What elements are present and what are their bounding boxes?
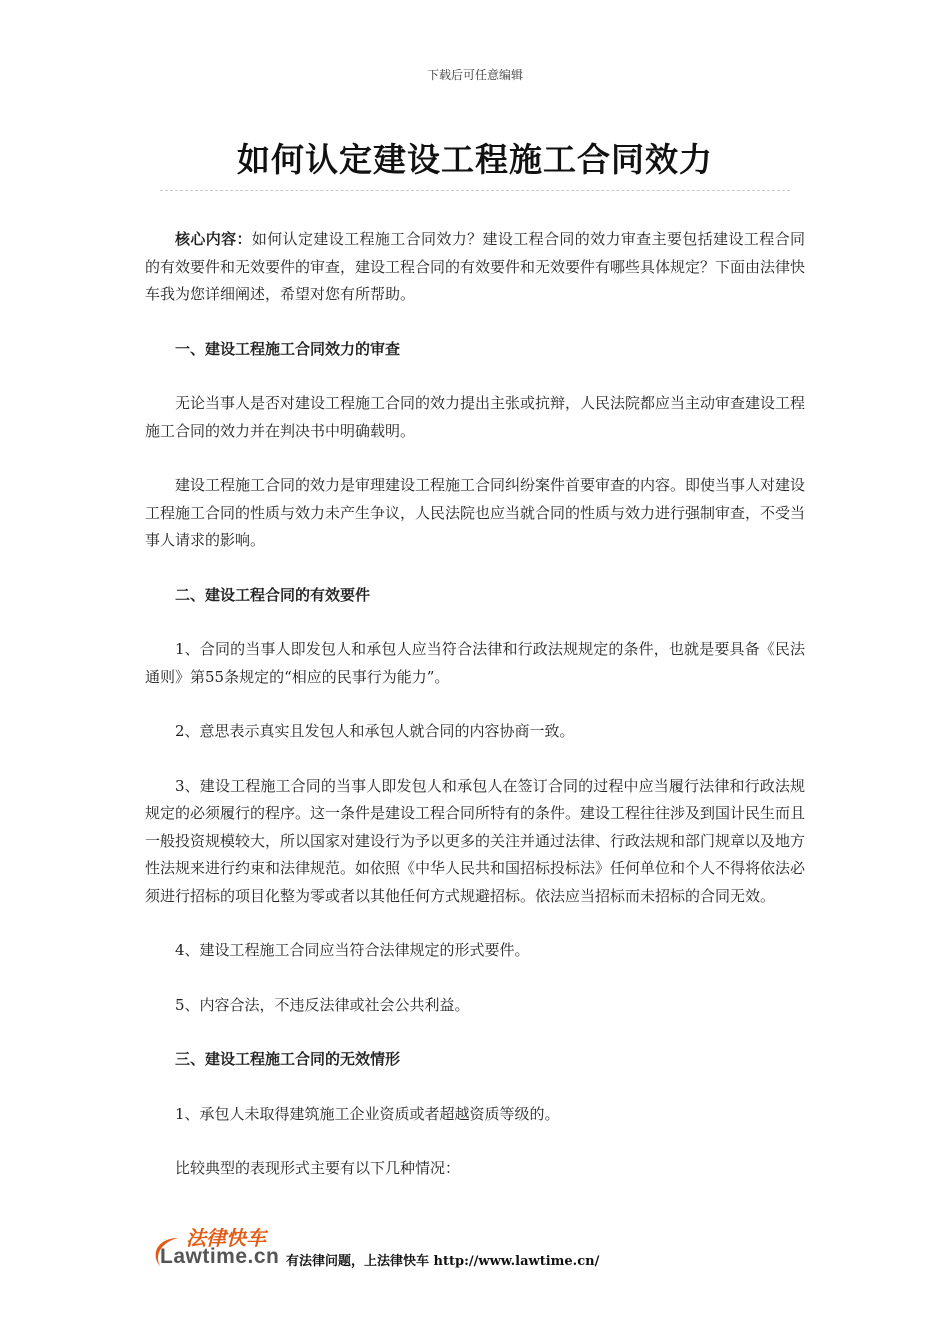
logo-chinese-text: 法律快车	[186, 1226, 266, 1250]
section-heading-1: 一、建设工程施工合同效力的审查	[175, 339, 401, 358]
paragraph-2: 建设工程施工合同的效力是审理建设工程施工合同纠纷案件首要审查的内容。即使当事人对建设工程施工合同的性质与效力未产生争议，人民法院也应当就合同的性质与效力进行强制审查，不受当事人请求的影响。	[145, 476, 806, 549]
section-heading-3: 三、建设工程施工合同的无效情形	[175, 1050, 401, 1068]
core-summary-text: 如何认定建设工程施工合同效力？建设工程合同的效力审查主要包括建设工程合同的有效要件和无效要件的审查，建设工程合同的有效要件和无效要件有哪些具体规定？下面由法律快车我为您详细阐述，希望对您有所帮助。	[145, 230, 806, 303]
core-summary-paragraph	[145, 226, 805, 309]
paragraph-7: 5、内容合法，不违反法律或社会公共利益。	[175, 995, 470, 1014]
paragraph-9: 比较典型的表现形式主要有以下几种情况：	[175, 1159, 461, 1177]
paragraph-8: 1、承包人未取得建筑施工企业资质或者超越资质等级的。	[175, 1104, 560, 1123]
footer	[148, 1222, 848, 1278]
title-divider	[160, 190, 790, 191]
core-summary-label: 核心内容：	[175, 230, 252, 248]
document-body	[145, 226, 805, 1210]
lawtime-logo	[148, 1222, 288, 1276]
footer-slogan-link[interactable]: 有法律问题，上法律快车 http://www.lawtime.cn/	[286, 1254, 600, 1269]
section-heading-2: 二、建设工程合同的有效要件	[175, 585, 371, 604]
header-note: 下载后可任意编辑	[426, 68, 523, 82]
paragraph-5: 3、建设工程施工合同的当事人即发包人和承包人在签订合同的过程中应当履行法律和行政法规规定的必须履行的程序。这一条件是建设工程合同所特有的条件。建设工程往往涉及到国计民生而且一般投资规模较大，所以国家对建设行为予以更多的关注并通过法律、行政法规和部门规章以及地方性法规来进行约束和法律规范。如依照《中华人民共和国招标投标法》任何单位和个人不得将依法必须进行招标的项目化整为零或者以其他任何方式规避招标。依法应当招标而未招标的合同无效。	[145, 776, 806, 905]
paragraph-3: 1、合同的当事人即发包人和承包人应当符合法律和行政法规规定的条件，也就是要具备《民法通则》第55条规定的“相应的民事行为能力”。	[145, 640, 805, 686]
paragraph-6: 4、建设工程施工合同应当符合法律规定的形式要件。	[175, 941, 530, 959]
paragraph-4: 2、意思表示真实且发包人和承包人就合同的内容协商一致。	[175, 722, 575, 740]
paragraph-1: 无论当事人是否对建设工程施工合同的效力提出主张或抗辩，人民法院都应当主动审查建设工程施工合同的效力并在判决书中明确载明。	[145, 394, 806, 440]
logo-english-text: Lawtime.cn	[160, 1245, 280, 1268]
page-title: 如何认定建设工程施工合同效力	[237, 140, 713, 179]
